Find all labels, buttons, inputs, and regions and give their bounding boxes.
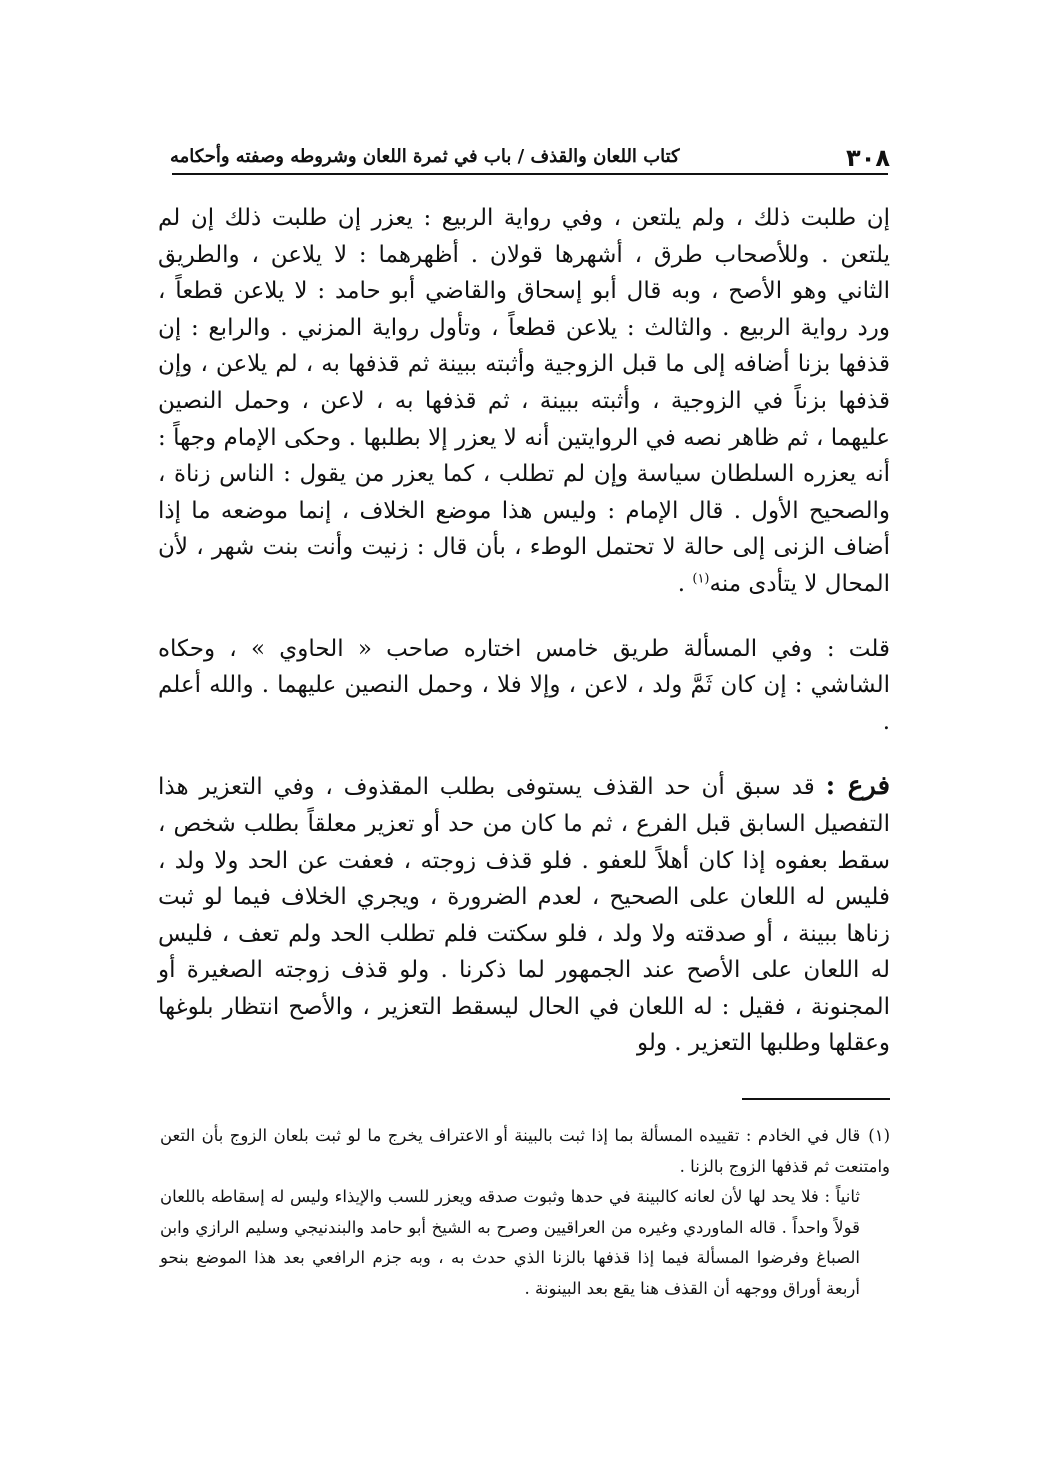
- footnote-reference: (١): [692, 571, 710, 587]
- paragraph-1: [158, 200, 890, 603]
- page-number: ٣٠٨: [846, 144, 890, 172]
- running-header: [170, 140, 890, 176]
- main-text: [158, 200, 890, 1062]
- paragraph-3-lead: فرع :: [825, 771, 891, 802]
- paragraph-1-end: .: [677, 570, 693, 597]
- paragraph-3: [158, 768, 890, 1062]
- header-rule: [172, 173, 888, 175]
- footnote-rule: [742, 1098, 890, 1100]
- paragraph-3-text: قد سبق أن حد القذف يستوفى بطلب المقذوف ، وفي التعزير هذا التفصيل السابق قبل الفرع ، ثم ما كان من حد أو تعزير معلقاً بطلب شخص ، سقط بعفوه إذا كان أهلاً للعفو . فلو قذف زوجته ، فعفت عن الحد ولا ولد ، فليس له اللعان على الصحيح ، لعدم الضرورة ، ويجري الخلاف فيما لو ثبت زناها ببينة ، أو صدقته ولا ولد ، فلو سكتت فلم تطلب الحد ولم تعف ، فليس له اللعان على الأصح عند الجمهور لما ذكرنا . ولو قذف زوجته الصغيرة أو المجنونة ، فقيل : له اللعان في الحال ليسقط التعزير ، والأصح انتظار بلوغها وعقلها وطلبها التعزير . ولو: [158, 774, 890, 1057]
- footnotes: [160, 1121, 890, 1304]
- footnote-marker: (١): [868, 1126, 890, 1145]
- footnote-1-continued: ثانياً : فلا يحد لها لأن لعانه كالبينة في حدها وثبوت صدقه ويعزر للسب والإيذاء وليس له إسقاطه باللعان قولاً واحداً . قاله الماوردي وغيره من العراقيين وصرح به الشيخ أبو حامد والبندنيجي وسليم الرازي وابن الصباغ وفرضوا المسألة فيما إذا قذفها بالزنا الذي حدث به ، وبه جزم الرافعي بعد هذا الموضع بنحو أربعة أوراق ووجهه أن القذف هنا يقع بعد البينونة .: [160, 1187, 860, 1298]
- paragraph-1-text: إن طلبت ذلك ، ولم يلتعن ، وفي رواية الربيع : يعزر إن طلبت ذلك إن لم يلتعن . وللأصحاب طرق ، أشهرها قولان . أظهرهما : لا يلاعن ، والطريق الثاني وهو الأصح ، وبه قال أبو إسحاق والقاضي أبو حامد : لا يلاعن قطعاً ، ورد رواية الربيع . والثالث : يلاعن قطعاً ، وتأول رواية المزني . والرابع : إن قذفها بزنا أضافه إلى ما قبل الزوجية وأثبته ببينة ثم قذفها به ، لم يلاعن ، وإن قذفها بزناً في الزوجية ، وأثبته ببينة ، ثم قذفها به ، لاعن ، وحمل النصين عليهما ، ثم ظاهر نصه في الروايتين أنه لا يعزر إلا بطلبها . وحكى الإمام وجهاً : أنه يعزره السلطان سياسة وإن لم تطلب ، كما يعزر من يقول : الناس زناة ، والصحيح الأول . قال الإمام : وليس هذا موضع الخلاف ، إنما موضعه ما إذا أضاف الزنى إلى حالة لا تحتمل الوطء ، بأن قال : زنيت وأنت بنت شهر ، لأن المحال لا يتأدى منه: [158, 205, 890, 597]
- footnote-1-text: قال في الخادم : تقييده المسألة بما إذا ثبت بالبينة أو الاعتراف يخرج ما لو ثبت بلعان الزوج بأن التعن وامتنعت ثم قذفها الزوج بالزنا .: [160, 1126, 890, 1176]
- footnote-1: [160, 1121, 890, 1182]
- running-title: كتاب اللعان والقذف / باب في ثمرة اللعان وشروطه وصفته وأحكامه: [170, 146, 680, 167]
- paragraph-2: قلت : وفي المسألة طريق خامس اختاره صاحب « الحاوي » ، وحكاه الشاشي : إن كان ثَمَّ ولد ، لاعن ، وإلا فلا ، وحمل النصين عليهما . والله أعلم .: [158, 635, 890, 735]
